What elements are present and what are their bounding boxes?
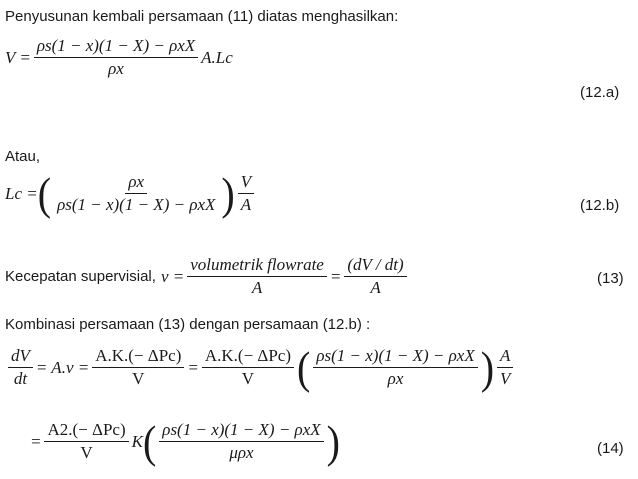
eq14a-lhs-numerator: dV: [8, 346, 33, 368]
eq14a-fraction-2: [202, 346, 294, 389]
equation-13: [5, 255, 410, 298]
eq12b-fraction: [54, 172, 218, 215]
eq12a-numerator: ρs(1 − x)(1 − X) − ρxX: [34, 36, 198, 58]
eq13-fraction-2: [344, 255, 406, 298]
eq12a-label: (12.a): [580, 84, 620, 101]
eq14-right-paren: ): [326, 415, 340, 467]
eq14a-f4-denominator: V: [500, 369, 511, 388]
eq13-label: (13): [597, 270, 624, 287]
eq14a-fraction-1: [92, 346, 184, 389]
eq14-lhs: =: [30, 431, 42, 451]
eq12b-left-paren: (: [37, 167, 52, 219]
eq14a-f3-numerator: ρs(1 − x)(1 − X) − ρxX: [313, 346, 477, 368]
kombinasi-text: Kombinasi persamaan (13) dengan persamaan (12.b) :: [5, 316, 371, 333]
equation-14-line-1: [5, 341, 516, 393]
eq13-denominator-1: A: [251, 278, 263, 297]
eq12b-tail-fraction: [238, 172, 254, 215]
eq14a-mid: = A.v =: [35, 357, 90, 377]
eq12a-denominator: ρx: [108, 59, 124, 78]
eq14-f1-denominator: V: [80, 443, 93, 462]
eq13-numerator-2: (dV / dt): [344, 255, 406, 277]
eq14-left-paren: (: [142, 415, 157, 467]
atau-text: Atau,: [5, 148, 41, 165]
eq12a-lhs: V =: [5, 47, 31, 67]
eq12b-tail-numerator: V: [238, 172, 254, 194]
eq14-f2-denominator: μρx: [229, 443, 254, 462]
eq14-f1-numerator: A2.(− ΔPc): [44, 420, 128, 442]
eq13-numerator-1: volumetrik flowrate: [187, 255, 327, 277]
eq14a-lhs-fraction: [8, 346, 33, 389]
equation-12a: [5, 36, 233, 79]
eq12b-numerator: ρx: [125, 172, 147, 194]
eq12a-tail: A.Lc: [201, 47, 233, 67]
eq12b-tail-denominator: A: [240, 195, 252, 214]
eq12b-lhs: Lc =: [5, 183, 38, 203]
eq14a-f1-numerator: A.K.(− ΔPc): [92, 346, 184, 368]
eq14a-right-paren: ): [480, 341, 495, 393]
eq14a-equals: =: [187, 357, 199, 377]
eq14-fraction-1: [44, 420, 128, 463]
eq12b-label: (12.b): [580, 197, 620, 214]
eq14a-fraction-3: [313, 346, 477, 389]
eq14a-left-paren: (: [297, 341, 311, 393]
kecepatan-text: Kecepatan supervisial,: [5, 267, 156, 285]
eq14a-f4-numerator: A: [497, 346, 513, 368]
eq13-equals: =: [329, 266, 342, 286]
eq14-k: K: [131, 431, 143, 451]
eq14a-fraction-4: [497, 346, 513, 389]
eq14-fraction-2: [159, 420, 323, 463]
eq13-denominator-2: A: [370, 278, 381, 297]
eq12a-fraction: [34, 36, 198, 79]
eq12b-right-paren: ): [221, 167, 235, 219]
eq13-lhs: v =: [160, 266, 185, 286]
eq14a-f2-denominator: V: [241, 369, 255, 388]
eq14a-f1-denominator: V: [132, 369, 145, 388]
eq12b-denominator: ρs(1 − x)(1 − X) − ρxX: [57, 195, 216, 214]
equation-12b: [5, 167, 257, 219]
eq14-label: (14): [597, 440, 624, 457]
eq14-f2-numerator: ρs(1 − x)(1 − X) − ρxX: [159, 420, 323, 442]
eq14a-f2-numerator: A.K.(− ΔPc): [202, 346, 294, 368]
eq14a-lhs-denominator: dt: [13, 369, 28, 388]
eq14a-f3-denominator: ρx: [387, 369, 404, 388]
intro-text: Penyusunan kembali persamaan (11) diatas menghasilkan:: [5, 8, 399, 25]
equation-14-line-2: [30, 415, 340, 467]
eq13-fraction-1: [187, 255, 327, 298]
